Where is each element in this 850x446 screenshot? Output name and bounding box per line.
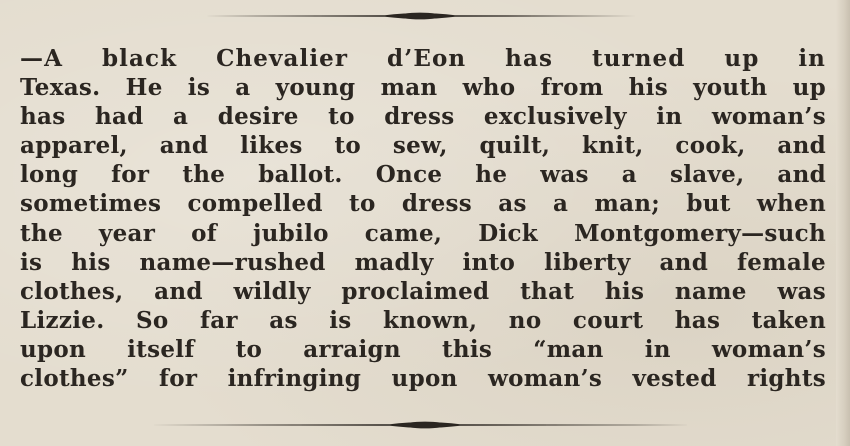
page-edge-shadow <box>836 0 850 446</box>
article-line: Lizzie. So far as is known, no court has taken <box>20 306 826 334</box>
bottom-ornamental-rule <box>0 419 850 431</box>
article-line: apparel, and likes to sew, quilt, knit, cook, and <box>20 132 826 160</box>
top-ornamental-rule <box>0 10 850 22</box>
article-line: the year of jubilo came, Dick Montgomery—such <box>20 219 826 247</box>
article-line: Texas. He is a young man who from his youth up <box>20 74 826 102</box>
article-line: is his name—rushed madly into liberty and female <box>20 248 826 276</box>
article-line: long for the ballot. Once he was a slave, and <box>20 161 826 189</box>
article-line: upon itself to arraign this “man in woman’s <box>20 335 826 363</box>
article-line: has had a desire to dress exclusively in woman’s <box>20 103 826 131</box>
article-line: clothes, and wildly proclaimed that his name was <box>20 277 826 305</box>
article-line: —A black Chevalier d’Eon has turned up in <box>20 45 826 72</box>
article-line: clothes” for infringing upon woman’s vested rights <box>20 365 826 393</box>
article-text <box>20 44 826 393</box>
article-line: sometimes compelled to dress as a man; but when <box>20 190 826 218</box>
